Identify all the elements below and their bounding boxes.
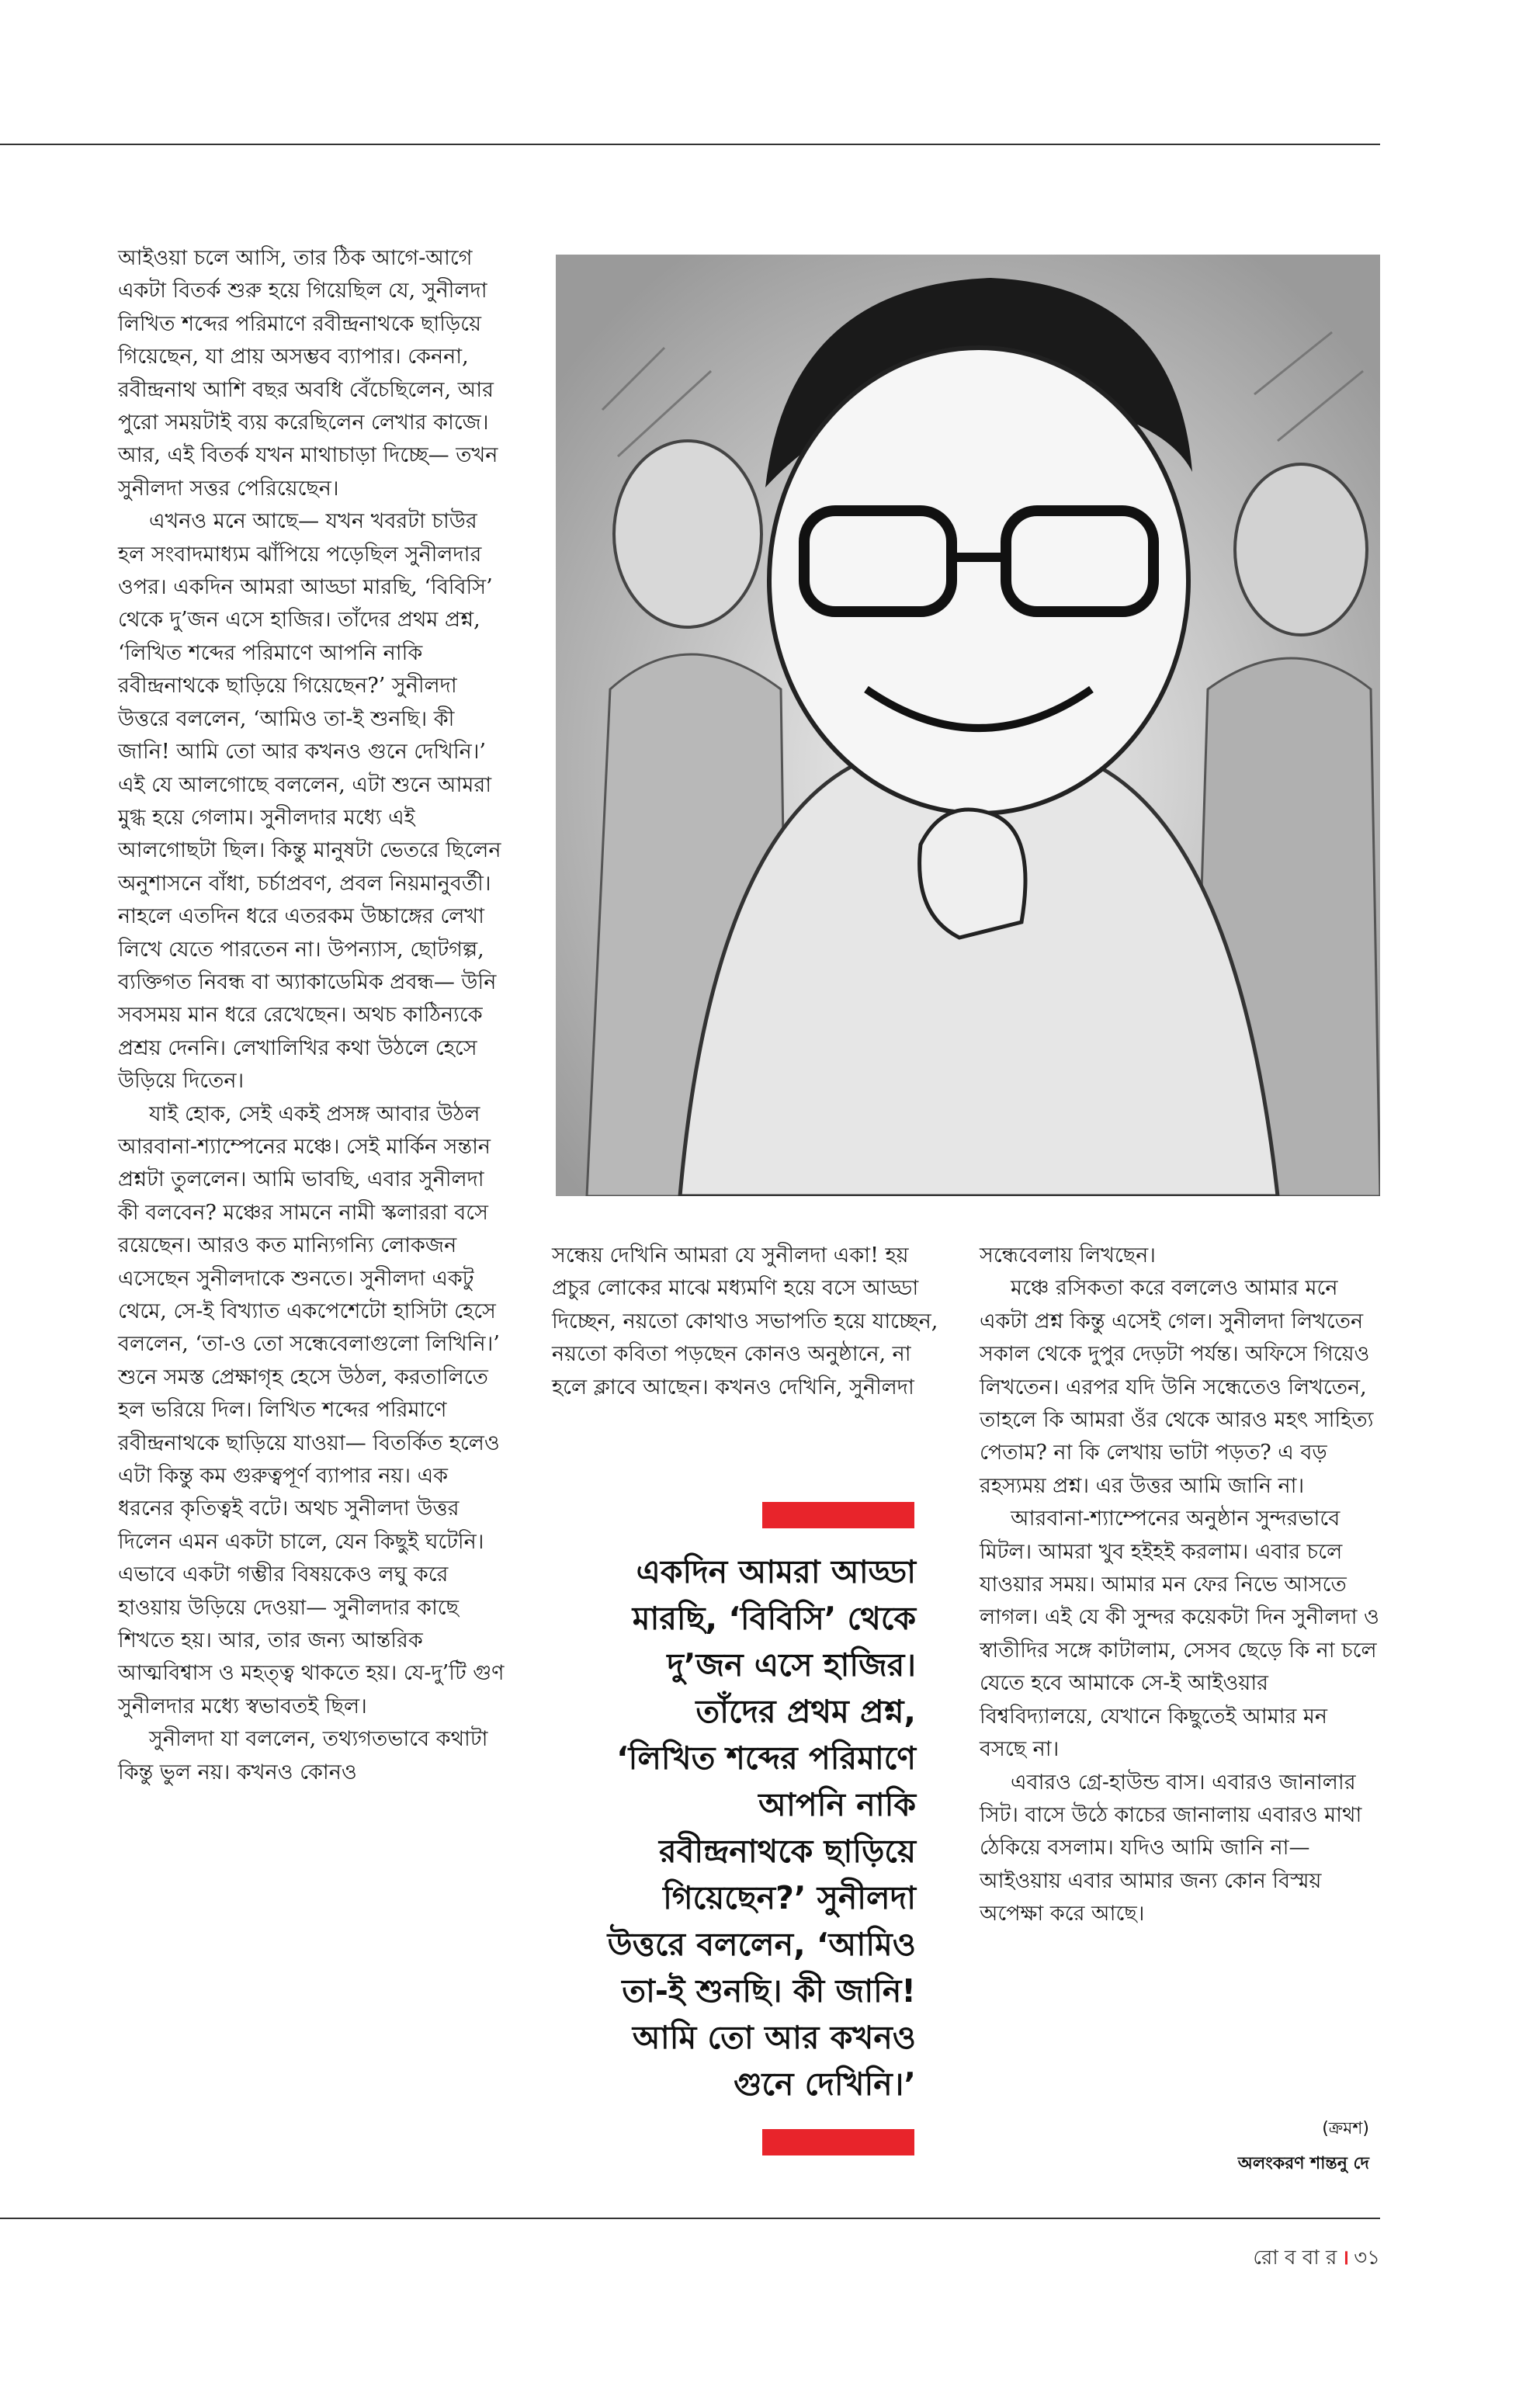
pullquote-line: তাঁদের প্রথম প্রশ্ন, (695, 1693, 916, 1730)
paragraph: সুনীলদা যা বললেন, তথ্যগতভাবে কথাটা কিন্তু ভুল নয়। কখনও কোনও (118, 1727, 488, 1784)
pullquote-line: মারছি, ‘বিবিসি’ থেকে (632, 1600, 916, 1637)
paragraph: সন্ধেবেলায় লিখছেন। (980, 1243, 1156, 1268)
pullquote-line: রবীন্দ্রনাথকে ছাড়িয়ে (659, 1833, 916, 1870)
to-be-continued: (ক্রমশ) (1322, 2119, 1369, 2138)
top-rule (0, 144, 1380, 145)
pullquote (574, 1549, 916, 2107)
page-footer (1164, 2242, 1380, 2276)
pullquote-line: ‘লিখিত শব্দের পরিমাণে (616, 1739, 916, 1777)
pullquote-line: তা-ই শুনছি। কী জানি! (622, 1972, 916, 2010)
pullquote-top-bar (762, 1502, 914, 1528)
paragraph: আরবানা-শ্যাম্পেনের অনুষ্ঠান সুন্দরভাবে মিটল। আমরা খুব হইহই করলাম। এবার চলে যাওয়ার সময়। আমার মন ফের নিভে আসতে লাগল। এই যে কী সুন্দর কয়েকটা দিন সুনীলদা ও স্বাতীদির সঙ্গে কাটালাম, সেসব ছেড়ে কি না চলে যেতে হবে আমাকে সে-ই আইওয়ার বিশ্ববিদ্যালয়ে, যেখানে কিছুতেই আমার মন বসছে না। (980, 1507, 1379, 1762)
pullquote-line: দু’জন এসে হাজির। (667, 1646, 916, 1684)
pullquote-line: একদিন আমরা আড্ডা (636, 1553, 916, 1590)
illustration-credit: অলংকরণ শান্তনু দে (1237, 2154, 1369, 2173)
paragraph: এখনও মনে আছে— যখন খবরটা চাউর হল সংবাদমাধ্যম ঝাঁপিয়ে পড়েছিল সুনীলদার ওপর। একদিন আমরা আড্ডা মারছি, ‘বিবিসি’ থেকে দু’জন এসে হাজির। তাঁদের প্রথম প্রশ্ন, ‘লিখিত শব্দের পরিমাণে আপনি নাকি রবীন্দ্রনাথকে ছাড়িয়ে গিয়েছেন?’ সুনীলদা উত্তরে বললেন, ‘আমিও তা-ই শুনছি। কী জানি! আমি তো আর কখনও গুনে দেখিনি।’ এই যে আলগোছে বললেন, এটা শুনে আমরা মুগ্ধ হয়ে গেলাম। সুনীলদার মধ্যে এই আলগোছটা ছিল। কিন্তু মানুষটা ভেতরে ছিলেন অনুশাসনে বাঁধা, চর্চাপ্রবণ, প্রবল নিয়মানুবর্তী। নাহলে এতদিন ধরে এতরকম উচ্চাঙ্গের লেখা লিখে যেতে পারতেন না। উপন্যাস, ছোটগল্প, ব্যক্তিগত নিবন্ধ বা অ্যাকাডেমিক প্রবন্ধ— উনি সবসময় মান ধরে রেখেছেন। অথচ কাঠিন্যকে প্রশ্রয় দেননি। লেখালিখির কথা উঠলে হেসে উড়িয়ে দিতেন। (118, 509, 501, 1094)
article-column-3 (980, 1240, 1380, 1931)
pullquote-line: গিয়েছেন?’ সুনীলদা (663, 1879, 916, 1916)
pullquote-line: আমি তো আর কখনও (632, 2019, 916, 2056)
portrait-sketch-icon (556, 255, 1380, 1196)
pullquote-line: আপনি নাকি (758, 1786, 916, 1823)
page-number: ৩১ (1354, 2246, 1380, 2270)
article-column-2 (552, 1240, 944, 1404)
bottom-rule (0, 2218, 1380, 2219)
article-column-1 (118, 242, 506, 1789)
paragraph: সন্ধেয় দেখিনি আমরা যে সুনীলদা একা! হয় প্রচুর লোকের মাঝে মধ্যমণি হয়ে বসে আড্ডা দিচ্ছেন, নয়তো কোথাও সভাপতি হয়ে যাচ্ছেন, নয়তো কবিতা পড়ছেন কোনও অনুষ্ঠানে, না হলে ক্লাবে আছেন। কখনও দেখিনি, সুনীলদা (552, 1243, 938, 1399)
pullquote-bottom-bar (762, 2129, 914, 2155)
pullquote-line: গুনে দেখিনি।’ (734, 2065, 916, 2103)
paragraph: যাই হোক, সেই একই প্রসঙ্গ আবার উঠল আরবানা-শ্যাম্পেনের মঞ্চে। সেই মার্কিন সন্তান প্রশ্নটা তুললেন। আমি ভাবছি, এবার সুনীলদা কী বলবেন? মঞ্চের সামনে নামী স্কলাররা বসে রয়েছেন। আরও কত মান্যিগন্যি লোকজন এসেছেন সুনীলদাকে শুনতে। সুনীলদা একটু থেমে, সে-ই বিখ্যাত একপেশেটো হাসিটা হেসে বললেন, ‘তা-ও তো সন্ধেবেলাগুলো লিখিনি।’ শুনে সমস্ত প্রেক্ষাগৃহ হেসে উঠল, করতালিতে হল ভরিয়ে দিল। লিখিত শব্দের পরিমাণে রবীন্দ্রনাথকে ছাড়িয়ে যাওয়া— বিতর্কিত হলেও এটা কিন্তু কম গুরুত্বপূর্ণ ব্যাপার নয়। এক ধরনের কৃতিত্বই বটে। অথচ সুনীলদা উত্তর দিলেন এমন একটা চালে, যেন কিছুই ঘটেনি। এভাবে একটা গম্ভীর বিষয়কেও লঘু করে হাওয়ায় উড়িয়ে দেওয়া— সুনীলদার কাছে শিখতে হয়। আর, তার জন্য আন্তরিক আত্মবিশ্বাস ও মহত্ত্ব থাকতে হয়। যে-দু’টি গুণ সুনীলদার মধ্যে স্বভাবতই ছিল। (118, 1101, 505, 1718)
magazine-name: রো ব বা র (1253, 2246, 1337, 2270)
paragraph: আইওয়া চলে আসি, তার ঠিক আগে-আগে একটা বিতর্ক শুরু হয়ে গিয়েছিল যে, সুনীলদা লিখিত শব্দের পরিমাণে রবীন্দ্রনাথকে ছাড়িয়ে গিয়েছেন, যা প্রায় অসম্ভব ব্যাপার। কেননা, রবীন্দ্রনাথ আশি বছর অবধি বেঁচেছিলেন, আর পুরো সময়টাই ব্যয় করেছিলেন লেখার কাজে। আর, এই বিতর্ক যখন মাথাচাড়া দিচ্ছে— তখন সুনীলদা সত্তর পেরিয়েছেন। (118, 246, 498, 501)
portrait-illustration (556, 255, 1380, 1196)
paragraph: মঞ্চে রসিকতা করে বললেও আমার মনে একটা প্রশ্ন কিন্তু এসেই গেল। সুনীলদা লিখতেন সকাল থেকে দুপুর দেড়টা পর্যন্ত। অফিসে গিয়েও লিখতেন। এরপর যদি উনি সন্ধেতেও লিখতেন, তাহলে কি আমরা ওঁর থেকে আরও মহৎ সাহিত্য পেতাম? না কি লেখায় ভাটা পড়ত? এ বড় রহস্যময় প্রশ্ন। এর উত্তর আমি জানি না। (980, 1276, 1374, 1498)
pullquote-line: উত্তরে বললেন, ‘আমিও (607, 1926, 916, 1963)
footer-separator: । (1341, 2246, 1350, 2270)
paragraph: এবারও গ্রে-হাউন্ড বাস। এবারও জানালার সিট। বাসে উঠে কাচের জানালায় এবারও মাথা ঠেকিয়ে বসলাম। যদিও আমি জানি না— আইওয়ায় এবার আমার জন্য কোন বিস্ময় অপেক্ষা করে আছে। (980, 1770, 1362, 1927)
